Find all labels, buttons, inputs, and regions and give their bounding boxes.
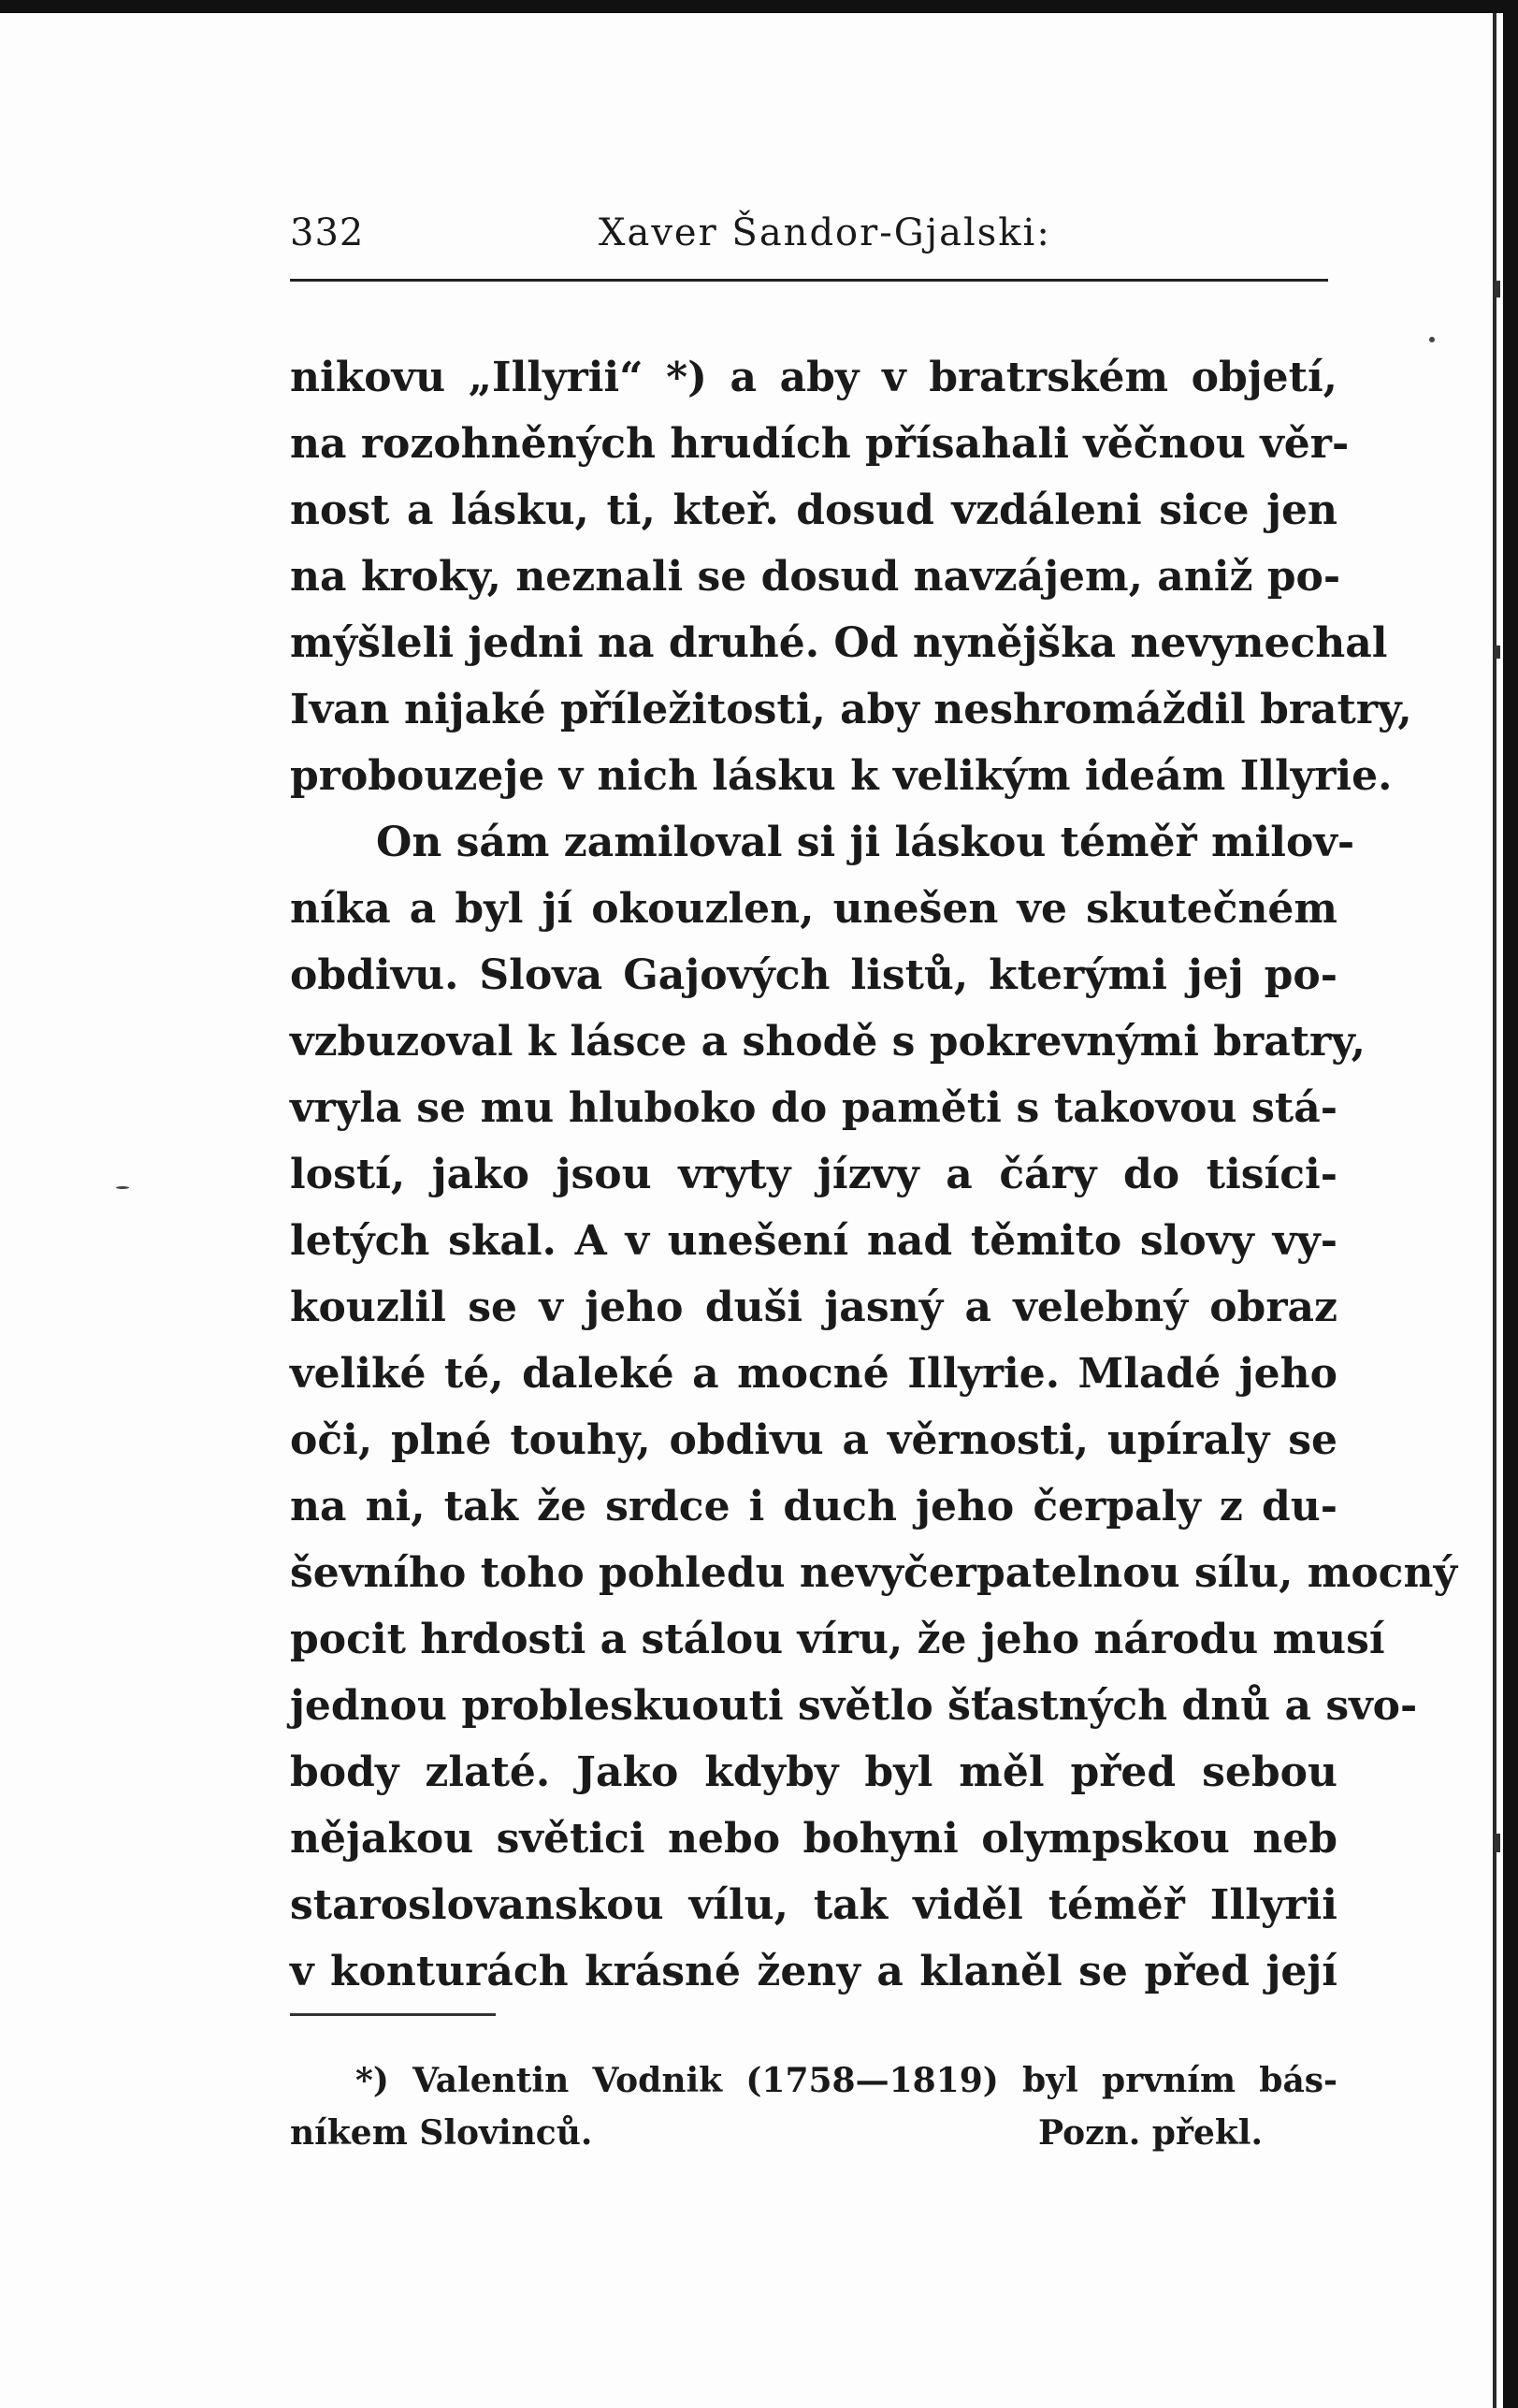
text-line: nikovu „Illyrii“ *) a aby v bratrském objetí, [290, 354, 1337, 401]
text-line: kouzlil se v jeho duši jasný a velebný obraz [290, 1284, 1337, 1331]
footnote [290, 2054, 1337, 2159]
footnote-rule [290, 2013, 496, 2016]
scan-border-top [0, 0, 1518, 13]
text-line: body zlaté. Jako kdyby byl měl před sebou [290, 1748, 1337, 1796]
page-number: 332 [290, 211, 365, 254]
text-line: Ivan nijaké příležitosti, aby neshromáždil bratry, [290, 686, 1412, 733]
text-line: obdivu. Slova Gajových listů, kterými jej po- [290, 951, 1337, 999]
text-line: nějakou světici nebo bohyni olympskou neb [290, 1815, 1337, 1863]
spine-mark [1495, 646, 1500, 659]
text-line: jednou probleskuouti světlo šťastných dnů a svo- [290, 1682, 1418, 1730]
text-line: ševního toho pohledu nevyčerpatelnou sílu, mocný [290, 1549, 1458, 1597]
text-line: na ni, tak že srdce i duch jeho čerpaly z du- [290, 1483, 1337, 1530]
text-line: letých skal. A v unešení nad těmito slovy vy- [290, 1217, 1337, 1265]
text-line: On sám zamiloval si ji láskou téměř milov- [376, 819, 1355, 866]
text-line: pocit hrdosti a stálou víru, že jeho národu musí [290, 1616, 1385, 1663]
footnote-attribution: Pozn. překl. [1038, 2113, 1263, 2153]
text-line: lostí, jako jsou vryty jízvy a čáry do tisíci- [290, 1151, 1337, 1198]
page-spine-edge [1493, 13, 1496, 2408]
text-line: nost a lásku, ti, kteř. dosud vzdáleni sice jen [290, 486, 1337, 534]
text-line: v konturách krásné ženy a klaněl se před její [290, 1948, 1337, 1995]
running-title: Xaver Šandor-Gjalski: [599, 211, 1051, 254]
text-line: mýšleli jedni na druhé. Od nynějška nevynechal [290, 619, 1388, 667]
running-header [290, 211, 1328, 268]
scan-speck [1429, 337, 1435, 342]
spine-mark [1495, 281, 1500, 297]
text-line: na kroky, neznali se dosud navzájem, aniž po- [290, 553, 1341, 601]
text-line: staroslovanskou vílu, tak viděl téměř Illyrii [290, 1881, 1337, 1929]
scan-speck [116, 1186, 129, 1189]
text-line: vryla se mu hluboko do paměti s takovou stá- [290, 1084, 1337, 1132]
body-text [290, 344, 1458, 2005]
spine-mark [1495, 1834, 1500, 1852]
header-rule [290, 279, 1328, 282]
scan-border-right [1503, 0, 1518, 2408]
text-line: níka a byl jí okouzlen, unešen ve skutečném [290, 885, 1337, 933]
footnote-line-2 [290, 2107, 1337, 2159]
text-line: oči, plné touhy, obdivu a věrnosti, upíraly se [290, 1416, 1337, 1464]
footnote-line-text: níkem Slovinců. [290, 2113, 593, 2153]
footnote-line: *) Valentin Vodnik (1758—1819) byl prvním bás- [355, 2061, 1337, 2100]
text-line: probouzeje v nich lásku k velikým ideám Illyrie. [290, 752, 1393, 800]
text-line: na rozohněných hrudích přísahali věčnou věr- [290, 420, 1350, 468]
text-line: veliké té, daleké a mocné Illyrie. Mladé jeho [290, 1350, 1337, 1398]
text-line: vzbuzoval k lásce a shodě s pokrevnými bratry, [290, 1018, 1366, 1066]
